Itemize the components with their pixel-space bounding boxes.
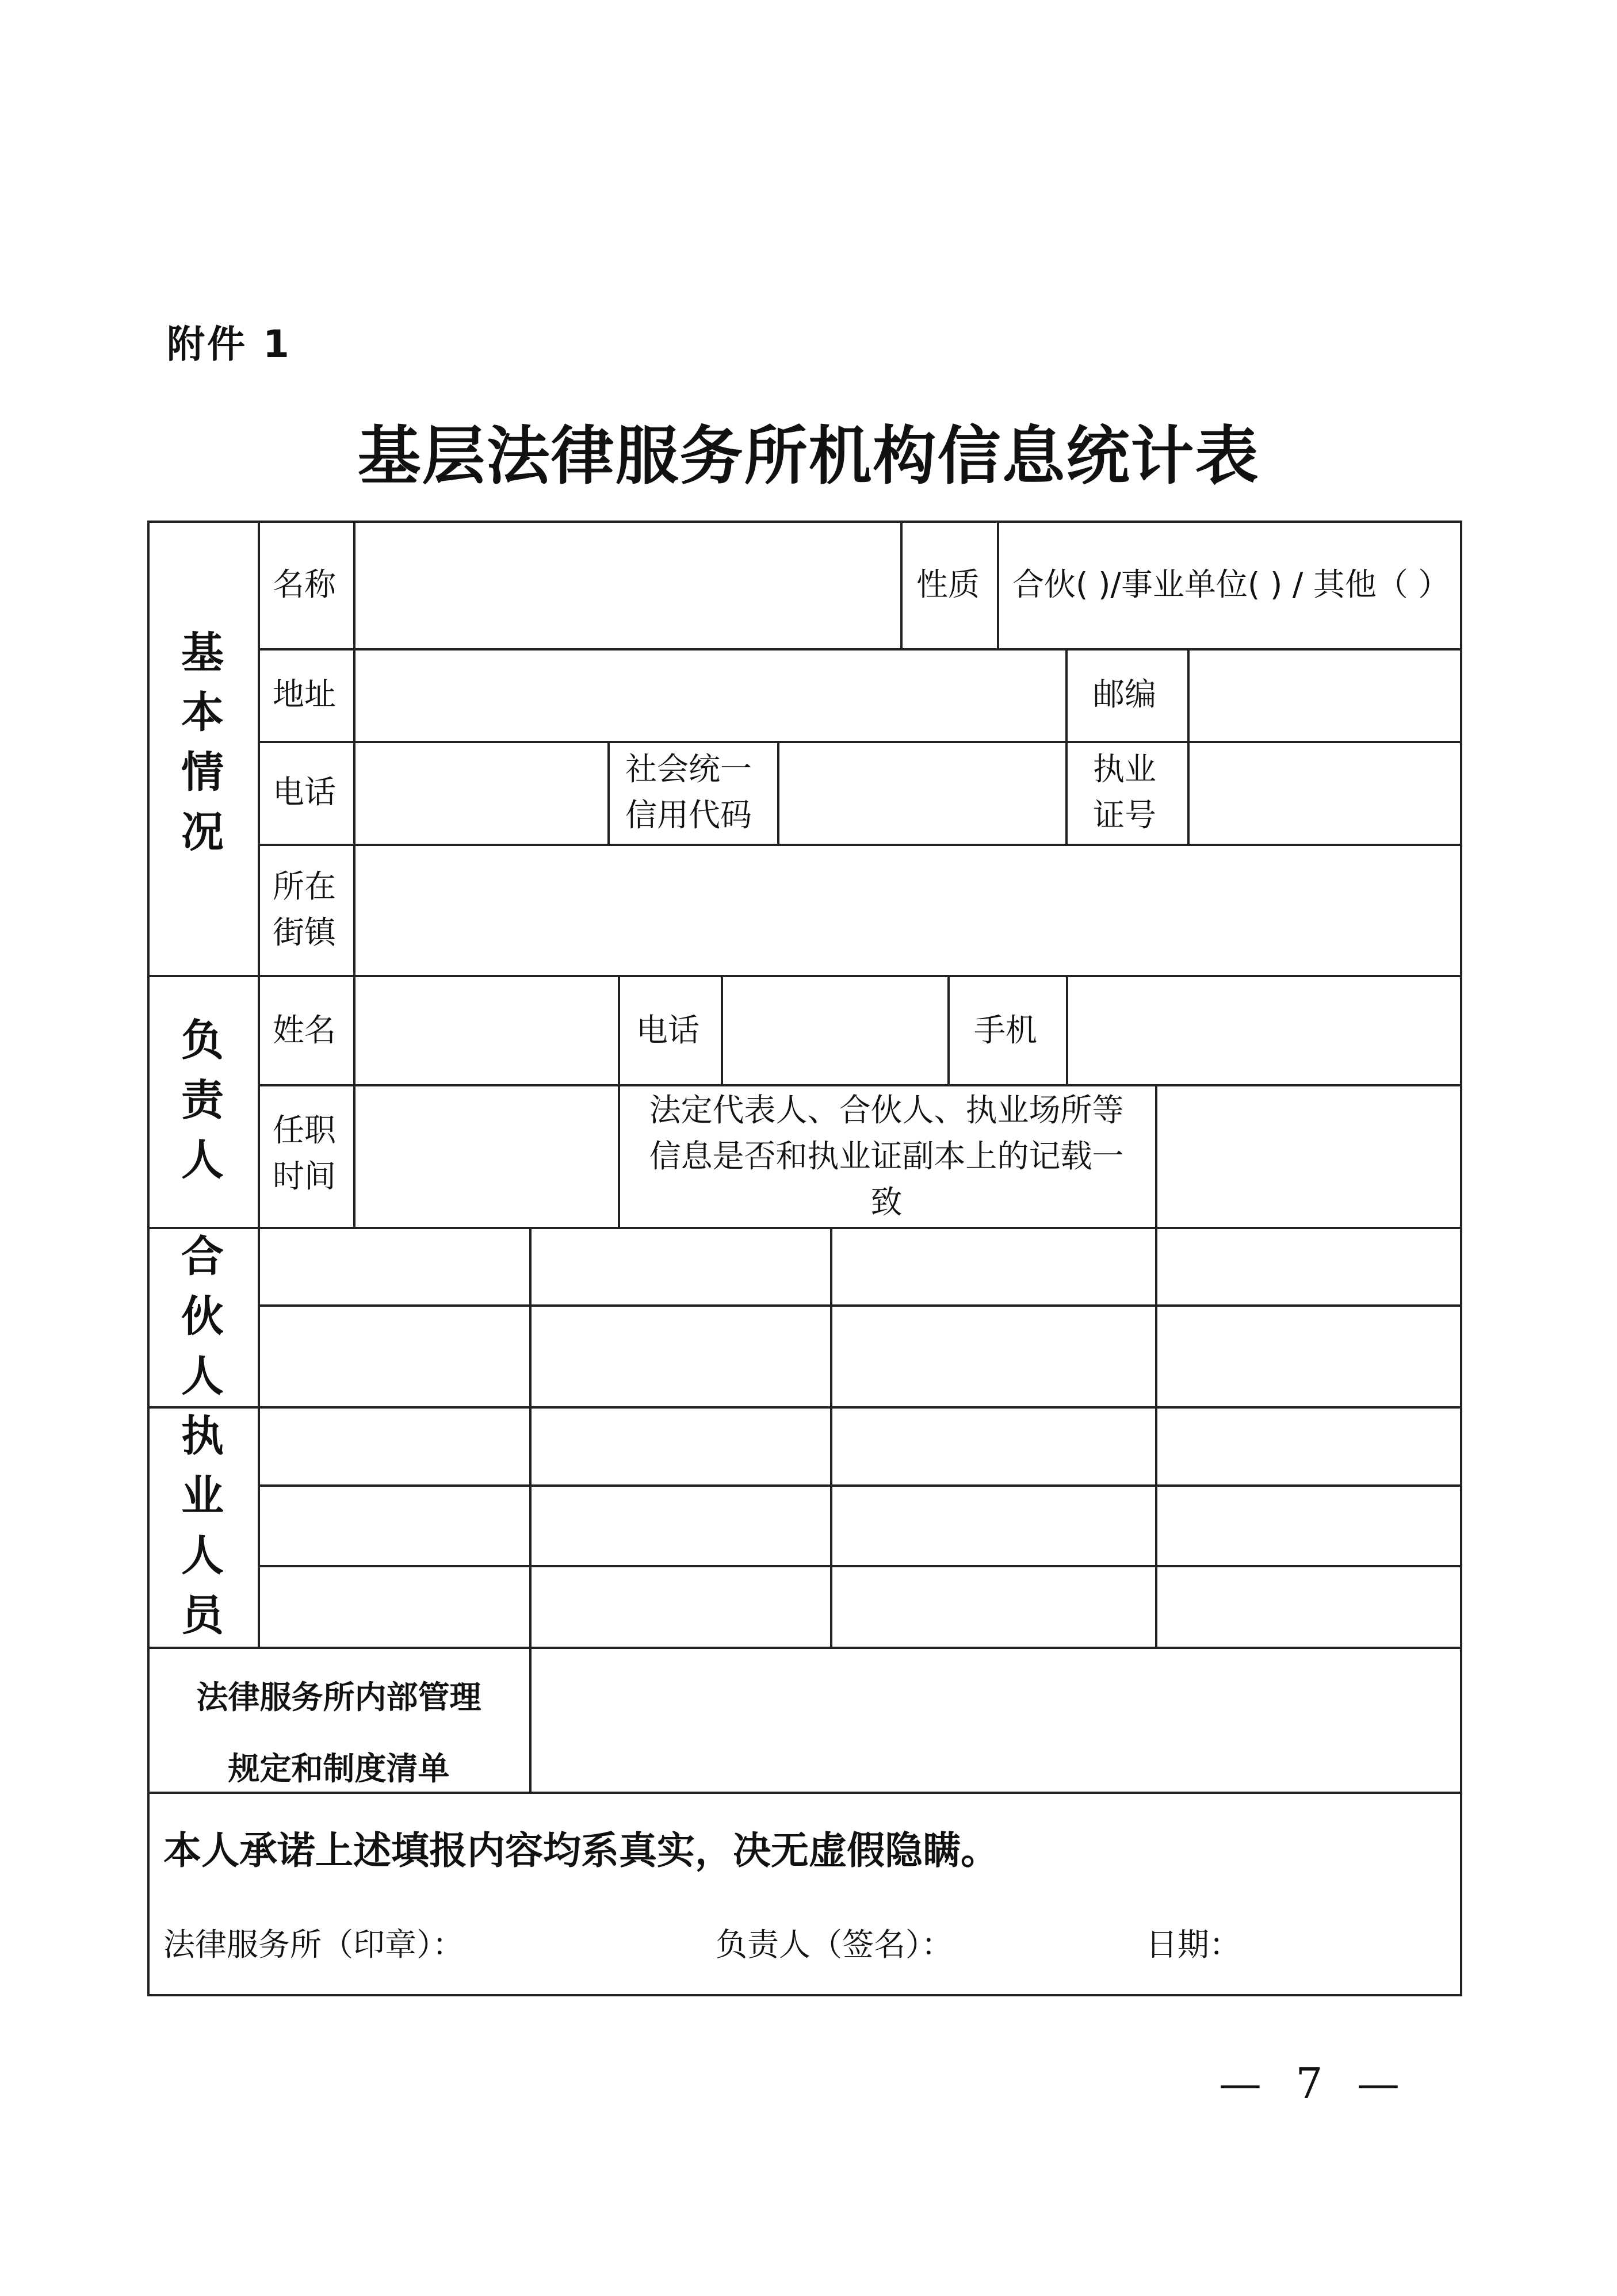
- tenure-label: 任职 时间: [273, 1112, 337, 1195]
- col-line: [1066, 975, 1068, 1084]
- section-label-principal: 负 责 人: [181, 1016, 224, 1185]
- row-line: [258, 1565, 1462, 1567]
- license-no-label: 执业 证号: [1093, 751, 1157, 833]
- col-line: [997, 521, 999, 648]
- principal-phone-label: 电话: [636, 1012, 700, 1048]
- credit-code-label: 社会统一 信用代码: [625, 751, 752, 833]
- nature-label: 性质: [916, 566, 980, 603]
- section-line: [147, 975, 1462, 977]
- row-line: [258, 1304, 1462, 1307]
- principal-mobile-label: 手机: [974, 1012, 1038, 1048]
- form-border-top: [147, 521, 1462, 523]
- row-line: [258, 1084, 1462, 1086]
- row-line: [258, 741, 1462, 743]
- page-number: — 7 —: [1218, 2059, 1410, 2109]
- col-line: [900, 521, 903, 648]
- date-label: 日期：: [1146, 1926, 1241, 1963]
- nature-options: 合伙( )/事业单位( ) / 其他（ ）: [1012, 566, 1450, 603]
- attachment-label: 附件 1: [167, 322, 292, 366]
- col-line: [607, 741, 610, 844]
- section-label-practitioners: 执 业 人 员: [181, 1411, 224, 1640]
- col-line: [353, 521, 355, 975]
- col-line: [1155, 1227, 1157, 1647]
- section-label-partners: 合 伙 人: [181, 1232, 224, 1401]
- col-line: [1155, 1084, 1157, 1227]
- form-border-right: [1460, 521, 1462, 1996]
- section-line: [147, 1647, 1462, 1649]
- col-line: [618, 975, 620, 1227]
- phone-label: 电话: [273, 774, 337, 810]
- section-line: [147, 1227, 1462, 1229]
- form-border-left: [147, 521, 150, 1996]
- form-title: 基层法律服务所机构信息统计表: [357, 419, 1260, 493]
- section-label-basic-info: 基 本 情 况: [181, 628, 224, 857]
- principal-signature-label: 负责人（签名）：: [716, 1926, 953, 1963]
- col-line: [947, 975, 950, 1084]
- firm-seal-label: 法律服务所（印章）：: [163, 1926, 464, 1963]
- col-line: [529, 1647, 532, 1792]
- pledge-statement: 本人承诺上述填报内容均系真实，决无虚假隐瞒。: [163, 1828, 999, 1873]
- row-line: [258, 648, 1462, 650]
- col-line: [721, 975, 723, 1084]
- postcode-label: 邮编: [1093, 676, 1157, 713]
- section-label-divider: [258, 521, 260, 1647]
- principal-name-label: 姓名: [273, 1012, 337, 1048]
- col-line: [1187, 648, 1190, 844]
- row-line: [258, 1484, 1462, 1487]
- col-line: [353, 975, 355, 1227]
- internal-rules-label: 法律服务所内部管理 规定和制度清单: [196, 1679, 481, 1787]
- col-line: [1065, 648, 1068, 844]
- name-label: 名称: [273, 566, 337, 603]
- town-label: 所在 街镇: [273, 868, 337, 951]
- col-line: [529, 1227, 532, 1647]
- address-label: 地址: [273, 676, 337, 713]
- col-line: [830, 1227, 832, 1647]
- form-border-bottom: [147, 1994, 1462, 1996]
- consistency-question: 法定代表人、合伙人、执业场所等 信息是否和执业证副本上的记载一 致: [649, 1092, 1124, 1220]
- section-line: [147, 1406, 1462, 1409]
- col-line: [777, 741, 779, 844]
- info-statistics-form: [147, 521, 1462, 1996]
- row-line: [258, 844, 1462, 846]
